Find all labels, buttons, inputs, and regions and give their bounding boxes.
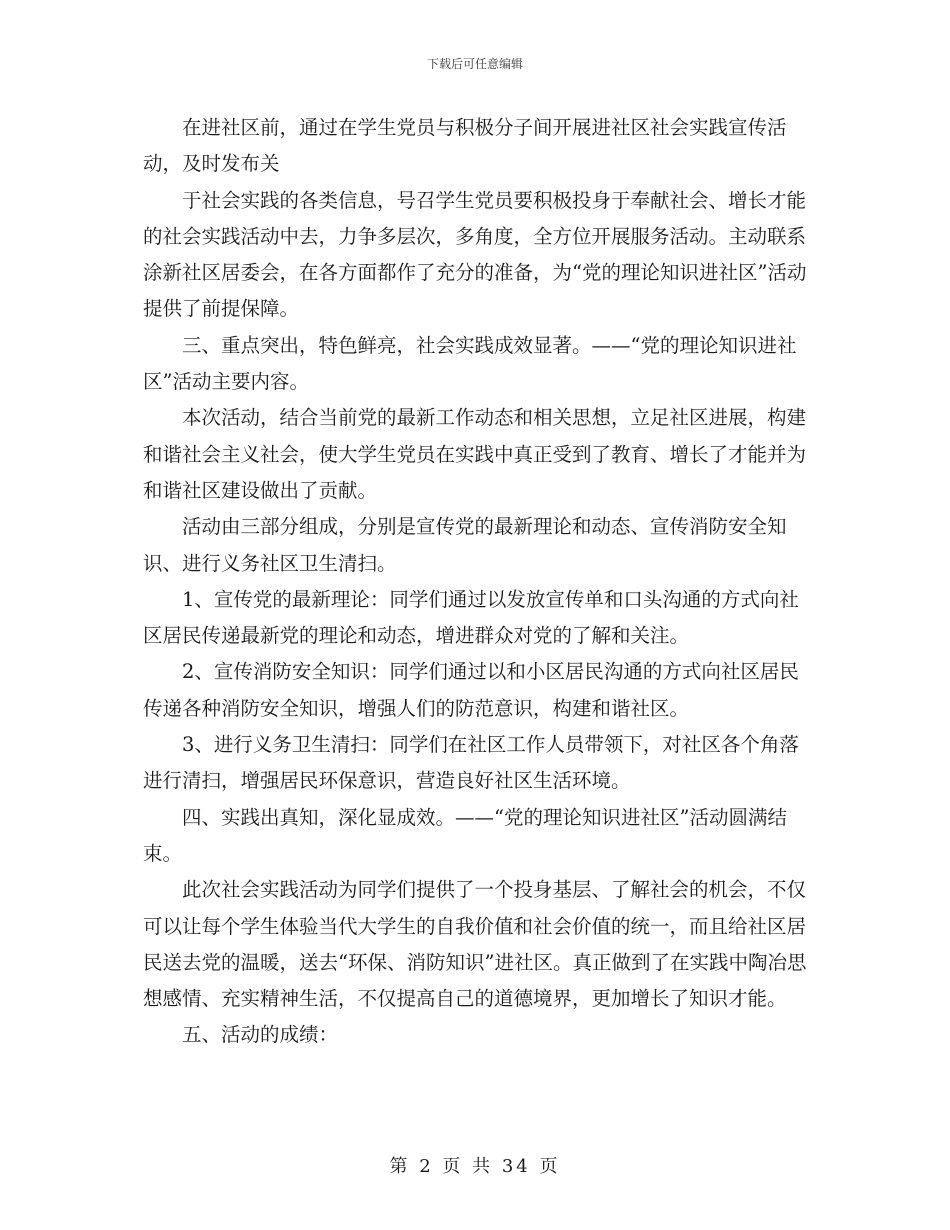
list-item-1: 1、宣传党的最新理论：同学们通过以发放宣传单和口头沟通的方式向社区居民传递最新党的理论和动态，增进群众对党的了解和关注。 <box>143 587 799 648</box>
paragraph-2: 于社会实践的各类信息，号召学生党员要积极投身于奉献社会、增长才能的社会实践活动中去，力争多层次，多角度，全方位开展服务活动。主动联系涂新社区居委会，在各方面都作了充分的准备，为“党的理论知识进社区”活动提供了前提保障。 <box>143 188 807 321</box>
section-heading-5: 五、活动的成绩： <box>182 1023 339 1047</box>
paragraph-4: 本次活动，结合当前党的最新工作动态和相关思想，立足社区进展，构建和谐社会主义社会，使大学生党员在实践中真正受到了教育、增长了才能并为和谐社区建设做出了贡献。 <box>143 406 807 502</box>
section-heading-3: 三、重点突出，特色鲜亮，社会实践成效显著。——“党的理论知识进社区”活动主要内容。 <box>143 333 797 394</box>
section-heading-4: 四、实践出真知，深化显成效。——“党的理论知识进社区”活动圆满结束。 <box>143 805 787 865</box>
paragraph-5: 活动由三部分组成，分别是宣传党的最新理论和动态、宣传消防安全知识、进行义务社区卫生清扫。 <box>143 515 787 575</box>
list-item-2: 2、宣传消防安全知识：同学们通过以和小区居民沟通的方式向社区居民传递各种消防安全知识，增强人们的防范意识，构建和谐社区。 <box>143 660 799 720</box>
paragraph-1: 在进社区前，通过在学生党员与积极分子间开展进社区社会实践宣传活动，及时发布关 <box>143 116 787 176</box>
document-body <box>143 110 808 1054</box>
list-item-3: 3、进行义务卫生清扫：同学们在社区工作人员带领下，对社区各个角落进行清扫，增强居民环保意识，营造良好社区生活环境。 <box>143 733 799 793</box>
paragraph-10: 此次社会实践活动为同学们提供了一个投身基层、了解社会的机会，不仅可以让每个学生体验当代大学生的自我价值和社会价值的统一，而且给社区居民送去党的温暖，送去“环保、消防知识”进社区。真正做到了在实践中陶冶思想感情、充实精神生活，不仅提高自己的道德境界，更加增长了知识才能。 <box>143 878 807 1011</box>
page-number: 第 2 页 共 34 页 <box>389 1156 561 1177</box>
page-header-note: 下载后可任意编辑 <box>426 57 523 71</box>
